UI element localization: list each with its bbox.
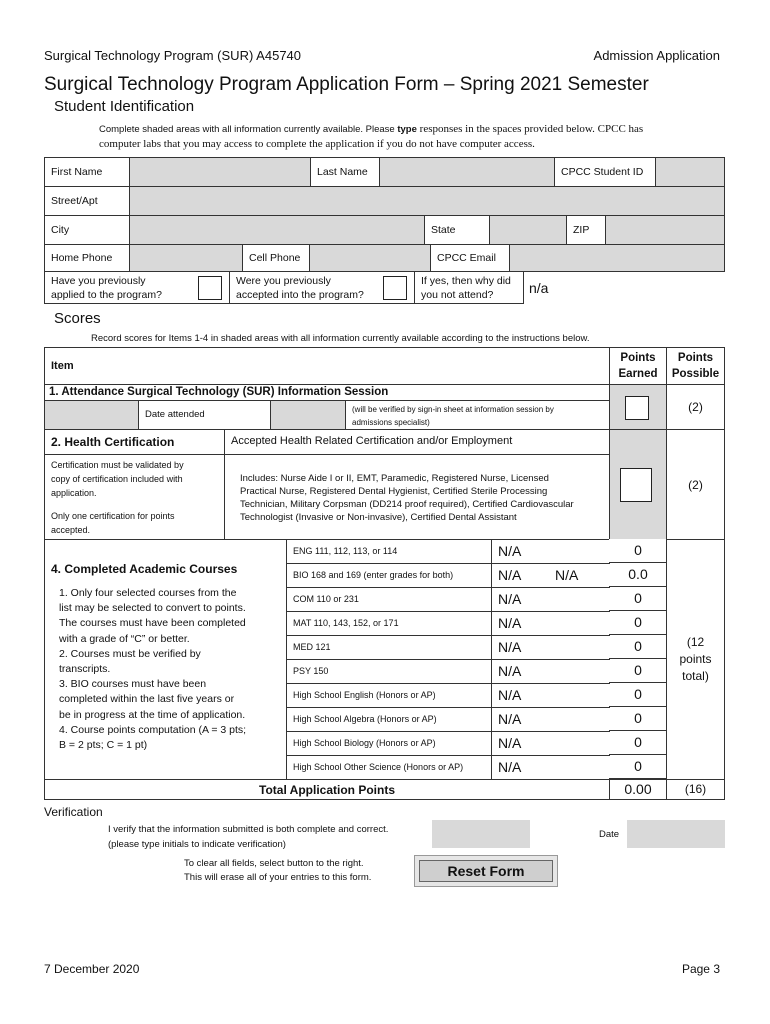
header-program: Surgical Technology Program (SUR) A45740 bbox=[44, 48, 302, 63]
state-input[interactable] bbox=[489, 215, 567, 245]
course-points: 0.0 bbox=[609, 566, 667, 587]
item2-title: 2. Health Certification bbox=[44, 429, 225, 455]
course-grade-input[interactable]: N/A bbox=[498, 663, 522, 679]
course-name: High School English (Honors or AP) bbox=[286, 683, 492, 708]
scores-instructions: Record scores for Items 1-4 in shaded areas with all information currently available according to the instructions below. bbox=[91, 333, 590, 344]
cell-phone-label: Cell Phone bbox=[242, 244, 310, 272]
footer-page: Page 3 bbox=[681, 962, 720, 976]
course-name: High School Biology (Honors or AP) bbox=[286, 731, 492, 756]
cpcc-student-id-input[interactable] bbox=[655, 157, 725, 187]
course-name: BIO 168 and 169 (enter grades for both) bbox=[286, 563, 492, 588]
scores-heading: Scores bbox=[54, 310, 101, 327]
zip-label: ZIP bbox=[566, 215, 606, 245]
item4-note-line: The courses must have been completed bbox=[59, 617, 246, 630]
student-identification-heading: Student Identification bbox=[54, 98, 195, 115]
street-input[interactable] bbox=[129, 186, 725, 216]
prev-applied-label: Have you previously applied to the program? bbox=[44, 271, 230, 304]
course-grade-input[interactable]: N/A bbox=[498, 615, 522, 631]
item4-note-line: transcripts. bbox=[59, 663, 111, 676]
course-name: High School Other Science (Honors or AP) bbox=[286, 755, 492, 780]
item4-note-line: 2. Courses must be verified by bbox=[59, 647, 201, 660]
course-name: MED 121 bbox=[286, 635, 492, 660]
course-points: 0 bbox=[609, 614, 667, 635]
item1-date-input[interactable] bbox=[44, 400, 139, 430]
reset-note: To clear all fields, select button to the right. This will erase all of your entries to this form. bbox=[184, 858, 372, 883]
course-name: COM 110 or 231 bbox=[286, 587, 492, 612]
item-column-header: Item bbox=[44, 347, 610, 385]
last-name-input[interactable] bbox=[379, 157, 555, 187]
course-points: 0 bbox=[609, 734, 667, 755]
course-name: MAT 110, 143, 152, or 171 bbox=[286, 611, 492, 636]
item4-title: 4. Completed Academic Courses bbox=[51, 562, 238, 576]
city-input[interactable] bbox=[129, 215, 425, 245]
why-not-input[interactable]: n/a bbox=[529, 280, 549, 296]
course-name: High School Algebra (Honors or AP) bbox=[286, 707, 492, 732]
state-label: State bbox=[424, 215, 490, 245]
course-grade-input[interactable]: N/A bbox=[498, 759, 522, 775]
prev-accepted-checkbox[interactable] bbox=[383, 276, 407, 300]
item4-note-line: 4. Course points computation (A = 3 pts; bbox=[59, 723, 247, 736]
item4-note-line: 3. BIO courses must have been bbox=[59, 678, 207, 691]
course-points: 0 bbox=[609, 662, 667, 683]
item1-note: (will be verified by sign-in sheet at information session by admissions specialist) bbox=[345, 400, 610, 430]
course-points: 0 bbox=[609, 542, 667, 563]
course-points: 0 bbox=[609, 758, 667, 779]
item4-note-line: with a grade of “C” or better. bbox=[59, 632, 190, 645]
header-admission: Admission Application bbox=[593, 48, 720, 63]
home-phone-label: Home Phone bbox=[44, 244, 130, 272]
course-grade-input[interactable]: N/A bbox=[498, 639, 522, 655]
total-label: Total Application Points bbox=[44, 779, 610, 800]
last-name-label: Last Name bbox=[310, 157, 380, 187]
prev-accepted-label: Were you previously accepted into the program? bbox=[229, 271, 415, 304]
item4-possible: (12 points total) bbox=[666, 539, 725, 780]
points-earned-header: Points Earned bbox=[609, 347, 667, 385]
item2-possible: (2) bbox=[666, 429, 725, 540]
cell-phone-input[interactable] bbox=[309, 244, 431, 272]
course-points: 0 bbox=[609, 710, 667, 731]
initials-input[interactable] bbox=[432, 820, 530, 848]
reset-button-frame bbox=[414, 855, 558, 887]
course-grade-input[interactable]: N/A bbox=[498, 567, 522, 583]
cpcc-email-label: CPCC Email bbox=[430, 244, 510, 272]
course-grade2-input[interactable]: N/A bbox=[555, 567, 579, 583]
points-possible-header: Points Possible bbox=[666, 347, 725, 385]
first-name-input[interactable] bbox=[129, 157, 311, 187]
course-grade-input[interactable]: N/A bbox=[498, 735, 522, 751]
course-grade-input[interactable]: N/A bbox=[498, 687, 522, 703]
item1-date-label: Date attended bbox=[138, 400, 271, 430]
item1-title: 1. Attendance Surgical Technology (SUR) Information Session bbox=[44, 384, 610, 401]
city-label: City bbox=[44, 215, 130, 245]
footer-date: 7 December 2020 bbox=[44, 962, 140, 976]
zip-input[interactable] bbox=[605, 215, 725, 245]
item4-notes bbox=[59, 586, 246, 753]
item2-checkbox[interactable] bbox=[620, 468, 652, 502]
course-grade-input[interactable]: N/A bbox=[498, 591, 522, 607]
verification-statement: I verify that the information submitted is both complete and correct. (please type initials to indicate verification) bbox=[108, 824, 389, 850]
course-points: 0 bbox=[609, 638, 667, 659]
item4-note-line: 1. Only four selected courses from the bbox=[59, 587, 237, 599]
total-earned: 0.00 bbox=[609, 779, 667, 800]
student-instructions: Complete shaded areas with all information currently available. Please type responses in the spaces provided below. CPCC has computer labs that you may access to complete the application if you do not have computer access. bbox=[99, 123, 644, 150]
verification-heading: Verification bbox=[44, 805, 103, 819]
cpcc-student-id-label: CPCC Student ID bbox=[554, 157, 656, 187]
prev-applied-checkbox[interactable] bbox=[198, 276, 222, 300]
cpcc-email-input[interactable] bbox=[509, 244, 725, 272]
item4-left bbox=[44, 539, 287, 780]
course-points: 0 bbox=[609, 686, 667, 707]
item2-accepted: Accepted Health Related Certification and/or Employment bbox=[224, 429, 610, 455]
item4-note-line: B = 2 pts; C = 1 pt) bbox=[59, 739, 148, 752]
home-phone-input[interactable] bbox=[129, 244, 243, 272]
course-name: PSY 150 bbox=[286, 659, 492, 684]
item4-note-line: completed within the last five years or bbox=[59, 693, 235, 706]
course-name: ENG 111, 112, 113, or 114 bbox=[286, 539, 492, 564]
why-not-label: If yes, then why did you not attend? bbox=[414, 271, 524, 304]
item2-includes: Includes: Nurse Aide I or II, EMT, Paramedic, Registered Nurse, Licensed Practical Nurse, Registered Dental Hygienist, Certified Sterile Processing Technician, Military Corpsman (DD214 proof required), Certified Cardiovascular Technologist (Invasive or Non-invasive), Certified Dental Assistant bbox=[224, 454, 610, 540]
date-input[interactable] bbox=[627, 820, 725, 848]
course-grade-input[interactable]: N/A bbox=[498, 711, 522, 727]
total-possible: (16) bbox=[666, 779, 725, 800]
item2-left-notes: Certification must be validated by copy of certification included with application. Only one certification for points accepted. bbox=[44, 454, 225, 540]
item4-note-line: be in progress at the time of application. bbox=[59, 708, 246, 721]
item1-date-value[interactable] bbox=[270, 400, 346, 430]
item1-checkbox[interactable] bbox=[625, 396, 649, 420]
course-points: 0 bbox=[609, 590, 667, 611]
item1-possible: (2) bbox=[666, 384, 725, 430]
reset-form-button[interactable]: Reset Form bbox=[419, 860, 553, 882]
item4-note-line: list may be selected to convert to points. bbox=[59, 602, 246, 615]
course-grade-input[interactable]: N/A bbox=[498, 543, 522, 559]
first-name-label: First Name bbox=[44, 157, 130, 187]
street-label: Street/Apt bbox=[44, 186, 130, 216]
form-title: Surgical Technology Program Application Form – Spring 2021 Semester bbox=[44, 74, 649, 95]
date-label: Date bbox=[599, 829, 620, 840]
